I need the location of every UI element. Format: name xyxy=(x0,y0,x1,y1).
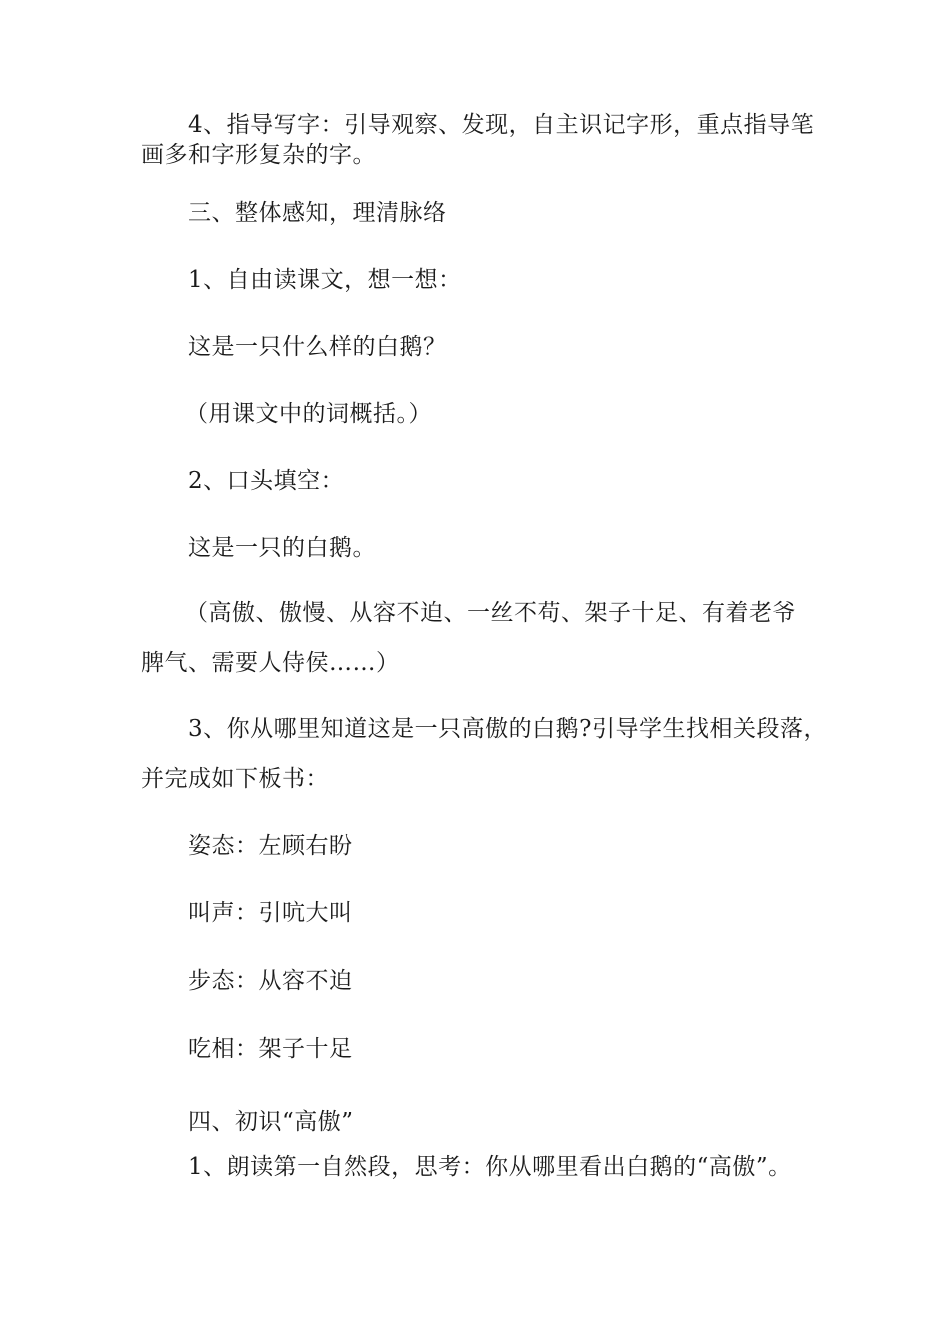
section-heading-3: 三、整体感知，理清脉络 xyxy=(188,200,447,226)
board-item-gait: 步态：从容不迫 xyxy=(188,968,353,994)
paragraph-writing-guidance-cont: 画多和字形复杂的字。 xyxy=(141,142,376,168)
board-item-posture: 姿态：左顾右盼 xyxy=(188,833,353,859)
paragraph-find-evidence: 3、你从哪里知道这是一只高傲的白鹅?引导学生找相关段落， xyxy=(188,716,827,742)
paragraph-note: （用课文中的词概括。） xyxy=(185,401,432,427)
paragraph-read-aloud: 1、朗读第一自然段，思考：你从哪里看出白鹅的“高傲”。 xyxy=(188,1154,792,1180)
paragraph-word-list-cont: 脾气、需要人侍侯……） xyxy=(141,650,400,676)
paragraph-sentence: 这是一只的白鹅。 xyxy=(188,535,376,561)
paragraph-question: 这是一只什么样的白鹅？ xyxy=(188,334,447,360)
board-item-eating: 吃相：架子十足 xyxy=(188,1036,353,1062)
paragraph-word-list: （高傲、傲慢、从容不迫、一丝不苟、架子十足、有着老爷 xyxy=(185,600,796,626)
paragraph-fill-blank: 2、口头填空： xyxy=(188,468,345,494)
paragraph-find-evidence-cont: 并完成如下板书： xyxy=(141,766,329,792)
board-item-sound: 叫声：引吭大叫 xyxy=(188,900,353,926)
paragraph-writing-guidance: 4、指导写字：引导观察、发现，自主识记字形，重点指导笔 xyxy=(188,112,815,138)
section-heading-4: 四、初识“高傲” xyxy=(188,1109,354,1135)
paragraph-free-reading: 1、自由读课文，想一想： xyxy=(188,267,462,293)
